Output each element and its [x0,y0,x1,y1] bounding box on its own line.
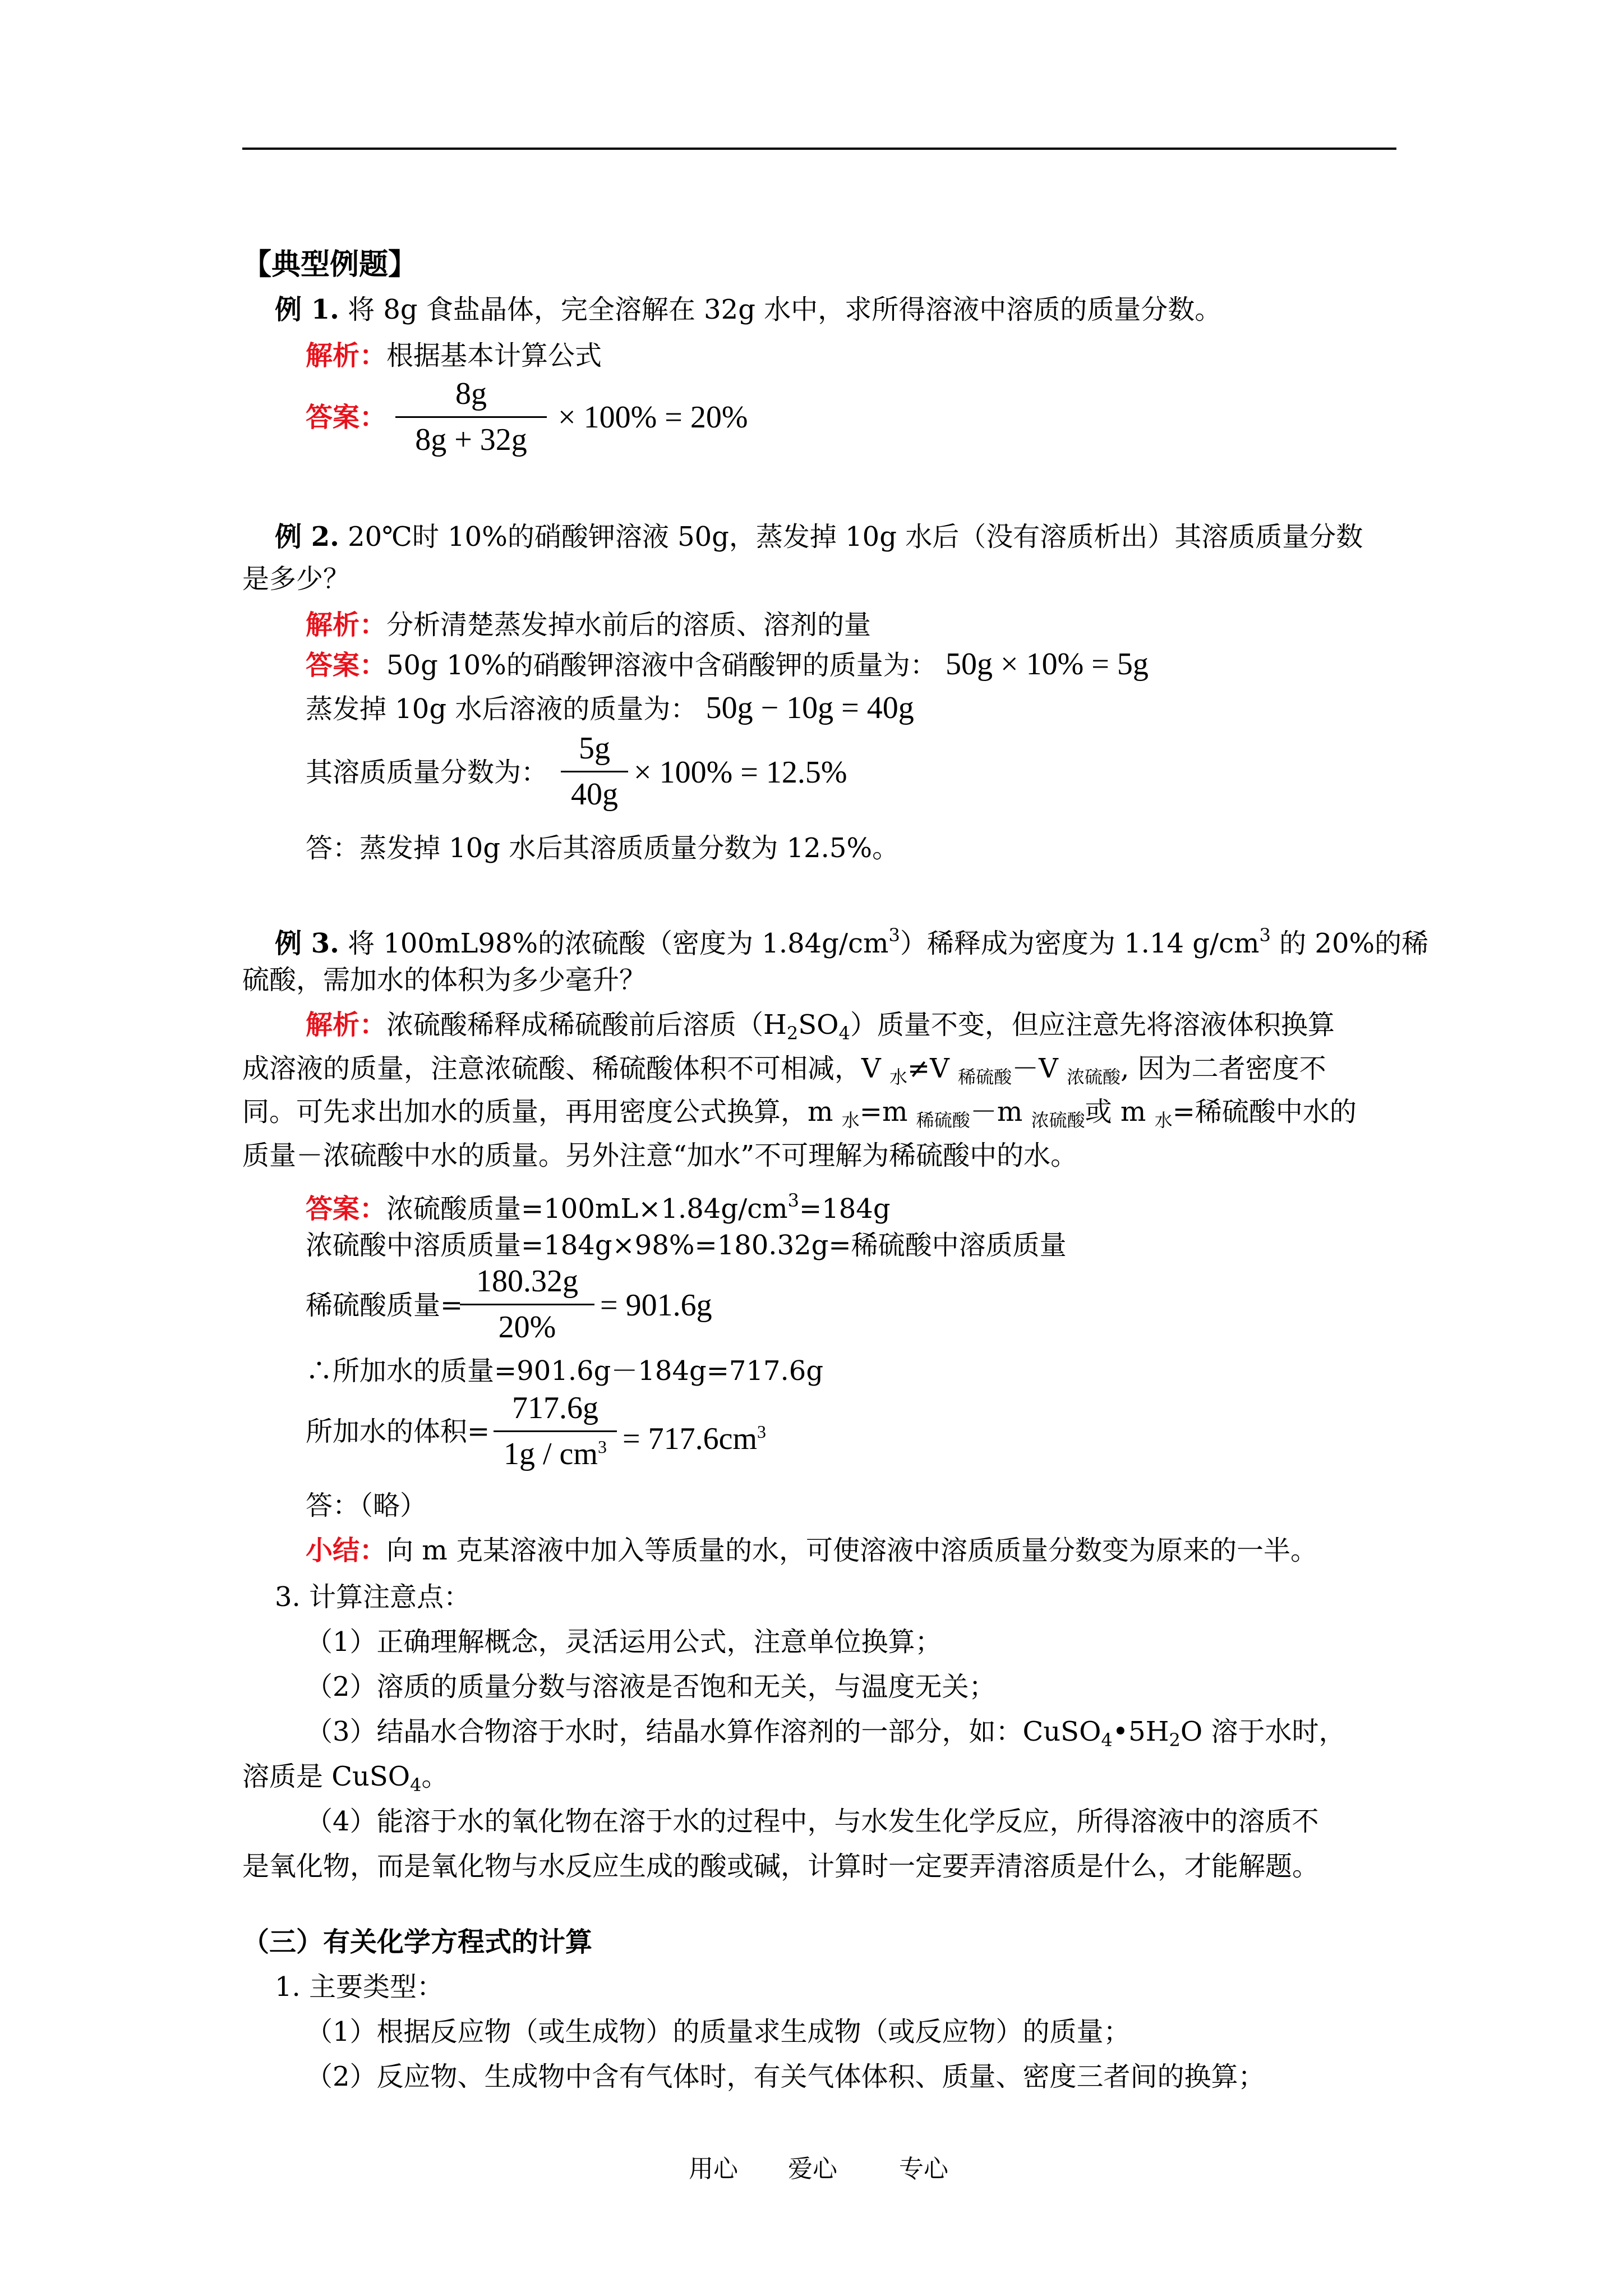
text: 浓硫酸稀释成稀硫酸前后溶质（H [386,1009,787,1041]
note-4-line2: 是氧化物，而是氧化物与水反应生成的酸或碱，计算时一定要弄清溶质是什么，才能解题。 [242,1851,1320,1882]
subscript: 4 [1101,1729,1113,1751]
answer-label: 答案： [306,1193,387,1225]
example-3-answer-line3-text: 稀硫酸质量= [306,1290,463,1321]
example-3-answer-line6: 答：（略） [306,1490,427,1521]
example-2-answer [306,646,1149,683]
fraction-bar [395,416,547,418]
subscript: 2 [786,1023,799,1044]
header-rule [242,148,1396,150]
summary-label: 小结： [306,1535,387,1566]
example-2-result: × 100% = 12.5% [634,755,847,790]
example-2-final: 答：蒸发掉 10g 水后其溶质质量分数为 12.5%。 [306,832,900,864]
line-text: 蒸发掉 10g 水后溶液的质量为： [306,693,698,725]
text: ）质量不变，但应注意先将溶液体积换算 [850,1009,1335,1041]
note-4-line1: （4）能溶于水的氧化物在溶于水的过程中，与水发生化学反应，所得溶液中的溶质不 [306,1806,1319,1837]
example-1-result: × 100% = 20% [558,400,748,435]
subscript: 水 [841,1110,860,1131]
q-text-b: ）稀释成为密度为 1.14 g/cm [900,928,1260,959]
footer-word-3: 专心 [899,2155,948,2183]
example-2-line2 [306,690,914,727]
answer-text: 50g 10%的硝酸钾溶液中含硝酸钾的质量为： [386,650,937,681]
example-1-question [275,292,1221,328]
text: 或 m [1085,1096,1155,1128]
subscript: 稀硫酸 [958,1066,1012,1088]
fraction-bar [494,1430,617,1432]
example-3-fraction-1 [460,1263,594,1353]
example-3-analysis-line3 [242,1094,1357,1138]
example-3-answer-line2: 浓硫酸中溶质质量=184g×98%=180.32g=稀硫酸中溶质质量 [306,1230,1067,1261]
summary-text: 向 m 克某溶液中加入等质量的水，可使溶液中溶质质量分数变为原来的一半。 [386,1535,1318,1566]
superscript: 3 [757,1421,766,1442]
superscript: 3 [888,924,900,946]
analysis-text: 根据基本计算公式 [386,340,602,371]
result-text: = 717.6cm [623,1421,757,1456]
line-equation: 50g − 10g = 40g [706,691,914,725]
section-title: 【典型例题】 [242,247,418,282]
denominator-text: 1g / cm [504,1437,598,1471]
example-3-answer-line4: ∴所加水的质量=901.6g－184g=717.6g [306,1355,824,1387]
text: －V [1012,1053,1067,1084]
fraction-numerator: 5g [579,731,610,766]
example-2-question-line1 [275,519,1363,555]
text: 。 [421,1761,449,1792]
example-2-label: 例 2. [275,521,339,553]
fraction-numerator: 717.6g [512,1391,598,1425]
note-2: （2）溶质的质量分数与溶液是否饱和无关，与温度无关； [306,1671,996,1703]
text: =m [859,1096,916,1128]
subscript: 4 [838,1023,850,1044]
text: SO [798,1009,839,1041]
answer-equation: 50g × 10% = 5g [946,647,1149,682]
superscript: 3 [787,1190,799,1211]
example-2-line3-text: 其溶质质量分数为： [306,757,548,788]
fraction-numerator: 180.32g [476,1264,578,1299]
footer-word-2: 爱心 [788,2155,837,2183]
example-3-question-line2: 硫酸，需加水的体积为多少毫升？ [242,964,647,996]
answer-label: 答案： [306,402,387,433]
example-3-analysis-line2 [242,1051,1326,1095]
text: •5H [1112,1716,1169,1747]
example-2-fraction [561,730,628,820]
example-3-question-line1 [275,917,1428,961]
section-3-subtitle: 1. 主要类型： [275,1971,444,2003]
text: , 因为二者密度不 [1121,1053,1326,1084]
example-1-text: 将 8g 食盐晶体，完全溶解在 32g 水中，求所得溶液中溶质的质量分数。 [348,294,1222,325]
fraction-denominator: 8g + 32g [415,422,527,457]
text: =184g [799,1193,891,1225]
section-3-type-1: （1）根据反应物（或生成物）的质量求生成物（或反应物）的质量； [306,2016,1131,2047]
section-3-title: （三）有关化学方程式的计算 [242,1926,593,1958]
fraction-denominator [494,1436,617,1472]
note-3-line1 [306,1714,1345,1758]
example-3-fraction-2 [494,1390,617,1480]
answer-label: 答案： [306,650,387,681]
text: O 溶于水时， [1180,1716,1346,1747]
footer-word-1: 用心 [689,2155,738,2183]
text: （3）结晶水合物溶于水时，结晶水算作溶剂的一部分，如：CuSO [306,1716,1101,1747]
example-3-analysis-line4: 质量－浓硫酸中水的质量。另外注意“加水”不可理解为稀硫酸中的水。 [242,1140,1078,1171]
text: =稀硫酸中水的 [1172,1096,1357,1128]
example-3-summary [306,1533,1317,1568]
analysis-label: 解析： [306,1009,387,1041]
example-1-fraction [395,376,547,466]
example-2-question-line2: 是多少？ [242,563,351,595]
example-1-answer-label [306,399,386,435]
notes-title: 3. 计算注意点： [275,1581,471,1613]
fraction-denominator: 20% [498,1310,556,1345]
text: 浓硫酸质量=100mL×1.84g/cm [386,1193,788,1225]
example-2-text: 20℃时 10%的硝酸钾溶液 50g，蒸发掉 10g 水后（没有溶质析出）其溶质质量分数 [348,521,1363,553]
example-1-analysis [306,338,602,374]
section-3-type-2: （2）反应物、生成物中含有气体时，有关气体体积、质量、密度三者间的换算； [306,2061,1265,2092]
subscript: 2 [1169,1729,1181,1751]
example-2-analysis [306,607,871,643]
note-1: （1）正确理解概念，灵活运用公式，注意单位换算； [306,1626,942,1658]
text: 溶质是 CuSO [242,1761,411,1792]
example-3-fraction-1-result: = 901.6g [600,1288,712,1323]
analysis-text: 分析清楚蒸发掉水前后的溶质、溶剂的量 [386,609,872,641]
subscript: 浓硫酸 [1031,1110,1085,1131]
text: 同。可先求出加水的质量，再用密度公式换算，m [242,1096,842,1128]
example-3-label: 例 3. [275,928,339,959]
fraction-bar [460,1304,594,1305]
text: 成溶液的质量，注意浓硫酸、稀硫酸体积不可相减，V [242,1053,889,1084]
example-3-answer-line5-text: 所加水的体积= [306,1416,490,1447]
subscript: 4 [410,1774,422,1796]
example-3-analysis-line1 [306,1007,1335,1051]
example-3-answer-line1 [306,1182,891,1227]
example-3-fraction-2-result [623,1414,766,1457]
example-1-label: 例 1. [275,294,339,325]
fraction-denominator: 40g [571,777,618,812]
analysis-label: 解析： [306,609,387,641]
subscript: 水 [889,1066,907,1088]
q-text-c: 的 20%的稀 [1270,928,1429,959]
q-text-a: 将 100mL98%的浓硫酸（密度为 1.84g/cm [348,928,889,959]
fraction-numerator: 8g [455,376,487,411]
superscript: 3 [1259,924,1271,946]
note-3-line2 [242,1759,449,1803]
subscript: 浓硫酸 [1067,1066,1121,1088]
text: －m [970,1096,1031,1128]
subscript: 水 [1154,1110,1173,1131]
text: ≠V [907,1053,958,1084]
fraction-bar [561,771,628,772]
superscript: 3 [597,1437,607,1457]
subscript: 稀硫酸 [916,1110,970,1131]
analysis-label: 解析： [306,340,387,371]
